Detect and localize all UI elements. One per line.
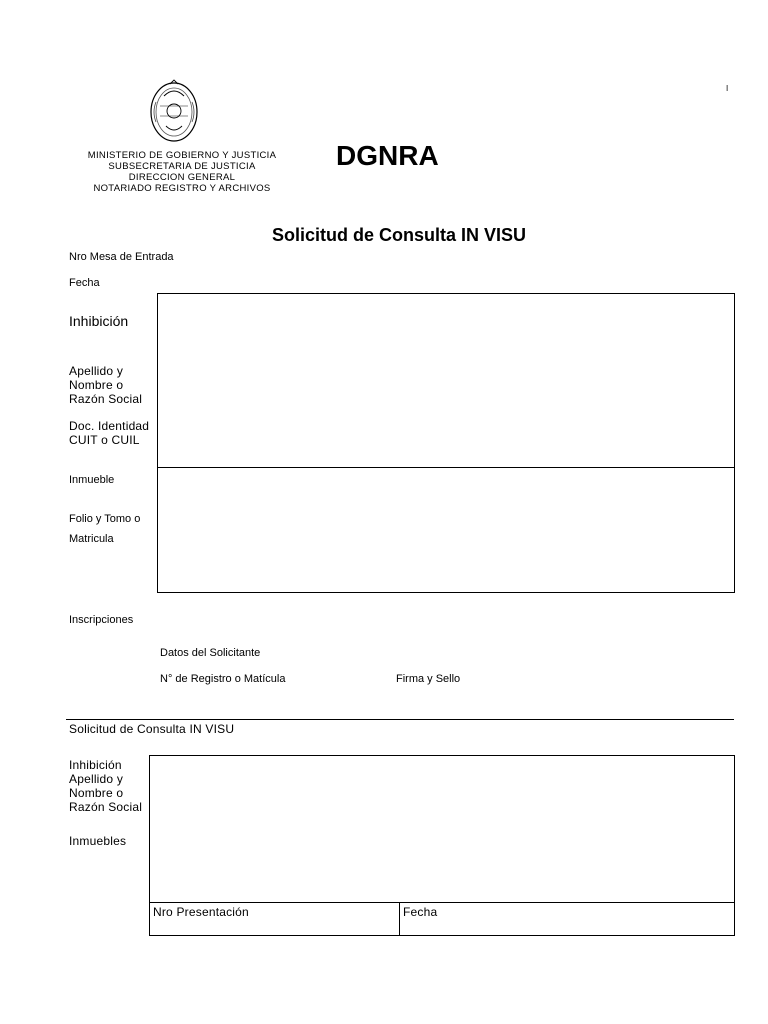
stub-inhibicion-3: Nombre o xyxy=(69,786,124,800)
datos-solicitante-label: Datos del Solicitante xyxy=(160,647,261,659)
apellido-label-1: Apellido y xyxy=(69,364,124,378)
inhibicion-inmueble-box[interactable] xyxy=(157,293,735,593)
stub-row-divider xyxy=(149,902,735,903)
fecha-label: Fecha xyxy=(69,277,100,289)
inmueble-label: Inmueble xyxy=(69,474,115,486)
ministry-line-2: SUBSECRETARIA DE JUSTICIA xyxy=(108,161,256,172)
nro-mesa-entrada-label: Nro Mesa de Entrada xyxy=(69,251,174,263)
doc-identidad-label-1: Doc. Identidad xyxy=(69,419,150,433)
stub-inmuebles-label: Inmuebles xyxy=(69,834,127,848)
stub-col-divider xyxy=(399,902,400,936)
nro-presentacion-label: Nro Presentación xyxy=(153,905,249,919)
inscripciones-label: Inscripciones xyxy=(69,614,134,626)
stub-inhibicion-2: Apellido y xyxy=(69,772,124,786)
stub-inhibicion-4: Razón Social xyxy=(69,800,143,814)
stub-separator xyxy=(66,719,734,720)
stub-title: Solicitud de Consulta IN VISU xyxy=(69,722,235,736)
stub-fecha-label: Fecha xyxy=(403,905,438,919)
form-title: Solicitud de Consulta IN VISU xyxy=(271,225,527,245)
ministry-line-3: DIRECCION GENERAL xyxy=(128,172,236,183)
doc-identidad-label-2: CUIT o CUIL xyxy=(69,433,140,447)
apellido-label-2: Nombre o xyxy=(69,378,124,392)
matricula-label: Matricula xyxy=(69,533,114,545)
firma-sello-label: Firma y Sello xyxy=(396,673,461,685)
nro-registro-label: N° de Registro o Matícula xyxy=(160,673,286,685)
inhibicion-label: Inhibición xyxy=(69,313,129,329)
ministry-line-1: MINISTERIO DE GOBIERNO Y JUSTICIA xyxy=(87,150,277,161)
apellido-label-3: Razón Social xyxy=(69,392,143,406)
folio-tomo-label: Folio y Tomo o xyxy=(69,513,141,525)
ministry-line-4: NOTARIADO REGISTRO Y ARCHIVOS xyxy=(93,183,271,194)
seal-icon xyxy=(146,76,202,144)
org-acronym: DGNRA xyxy=(336,140,439,171)
corner-mark: I xyxy=(726,84,729,93)
coat-of-arms-seal xyxy=(146,76,202,144)
stub-inhibicion-1: Inhibición xyxy=(69,758,122,772)
box-divider xyxy=(157,467,735,468)
